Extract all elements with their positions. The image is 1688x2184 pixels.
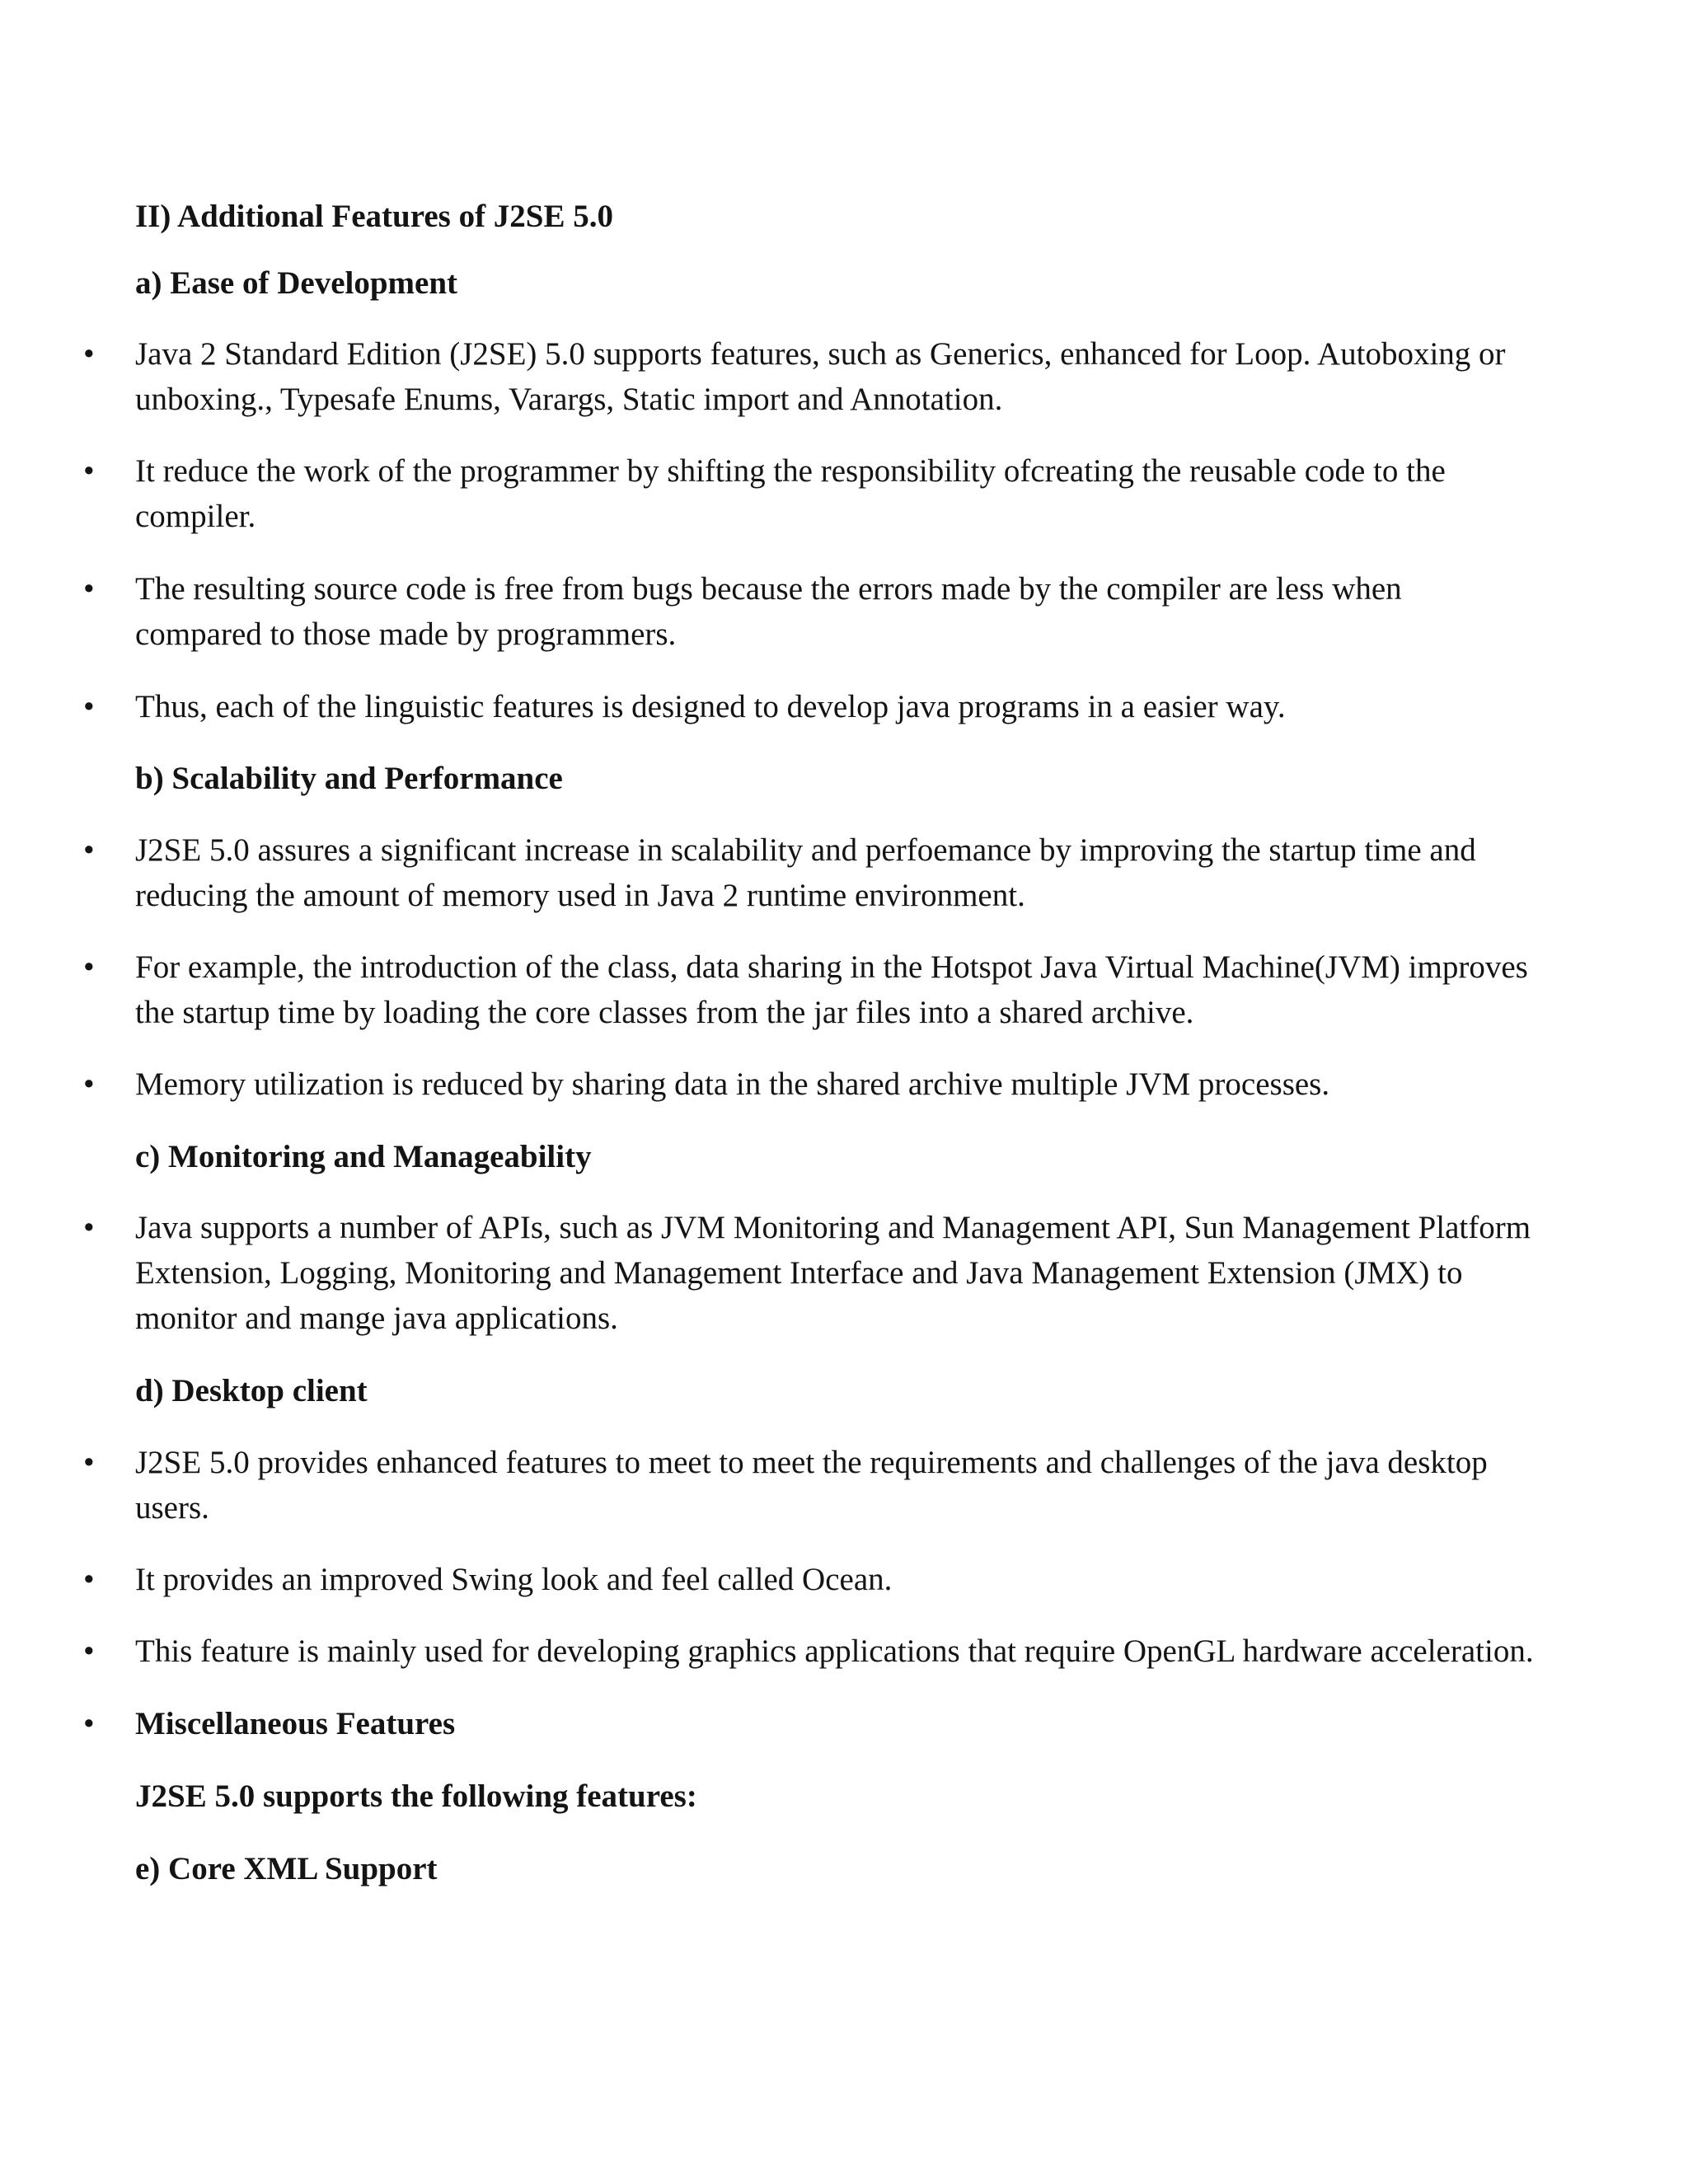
bullet-marker: • <box>83 1562 95 1597</box>
bullet-marker: • <box>83 949 95 985</box>
bullet-text-line: users. <box>135 1490 209 1526</box>
bullet-marker: • <box>83 689 95 724</box>
bullet-text-line: monitor and mange java applications. <box>135 1301 618 1336</box>
bullet-text-line: The resulting source code is free from bugs because the errors made by the compiler are less when <box>135 571 1402 607</box>
bullet-text-line: Memory utilization is reduced by sharing data in the shared archive multiple JVM processes. <box>135 1066 1330 1102</box>
bullet-text-line: Java 2 Standard Edition (J2SE) 5.0 supports features, such as Generics, enhanced for Loop. Autoboxing or <box>135 336 1506 372</box>
bullet-marker: • <box>83 336 95 372</box>
bullet-marker: • <box>83 1210 95 1245</box>
bullet-text-line: It provides an improved Swing look and feel called Ocean. <box>135 1562 893 1597</box>
bullet-marker: • <box>83 832 95 868</box>
subsection-heading-ease-of-development: a) Ease of Development <box>135 265 458 301</box>
misc-features-heading: Miscellaneous Features <box>135 1706 456 1741</box>
subsection-heading-core-xml-support: e) Core XML Support <box>135 1851 438 1886</box>
bullet-text-line: J2SE 5.0 assures a significant increase in scalability and perfoemance by improving the startup time and <box>135 832 1476 868</box>
bullet-marker: • <box>83 1706 95 1741</box>
bullet-marker: • <box>83 1445 95 1480</box>
bullet-marker: • <box>83 1633 95 1669</box>
bullet-marker: • <box>83 453 95 489</box>
misc-intro-text: J2SE 5.0 supports the following features: <box>135 1779 697 1814</box>
bullet-text-line: Thus, each of the linguistic features is designed to develop java programs in a easier way. <box>135 689 1286 724</box>
bullet-text-line: J2SE 5.0 provides enhanced features to meet to meet the requirements and challenges of the java desktop <box>135 1445 1488 1480</box>
section-heading: II) Additional Features of J2SE 5.0 <box>135 199 614 234</box>
bullet-text-line: For example, the introduction of the class, data sharing in the Hotspot Java Virtual Machine(JVM) improves <box>135 949 1528 985</box>
bullet-text-line: This feature is mainly used for developing graphics applications that require OpenGL hardware acceleration. <box>135 1633 1534 1669</box>
bullet-text-line: compared to those made by programmers. <box>135 616 677 652</box>
bullet-text-line: unboxing., Typesafe Enums, Varargs, Static import and Annotation. <box>135 382 1003 417</box>
bullet-text-line: reducing the amount of memory used in Java 2 runtime environment. <box>135 878 1025 913</box>
bullet-marker: • <box>83 571 95 607</box>
bullet-text-line: Extension, Logging, Monitoring and Management Interface and Java Management Extension (JMX) to <box>135 1255 1463 1291</box>
subsection-heading-scalability-and-performance: b) Scalability and Performance <box>135 761 563 796</box>
bullet-text-line: Java supports a number of APIs, such as JVM Monitoring and Management API, Sun Management Platform <box>135 1210 1531 1245</box>
bullet-text-line: compiler. <box>135 499 256 534</box>
bullet-marker: • <box>83 1066 95 1102</box>
subsection-heading-desktop-client: d) Desktop client <box>135 1373 368 1408</box>
bullet-text-line: the startup time by loading the core classes from the jar files into a shared archive. <box>135 995 1194 1030</box>
bullet-text-line: It reduce the work of the programmer by shifting the responsibility ofcreating the reusable code to the <box>135 453 1446 489</box>
subsection-heading-monitoring-and-manageability: c) Monitoring and Manageability <box>135 1139 592 1174</box>
